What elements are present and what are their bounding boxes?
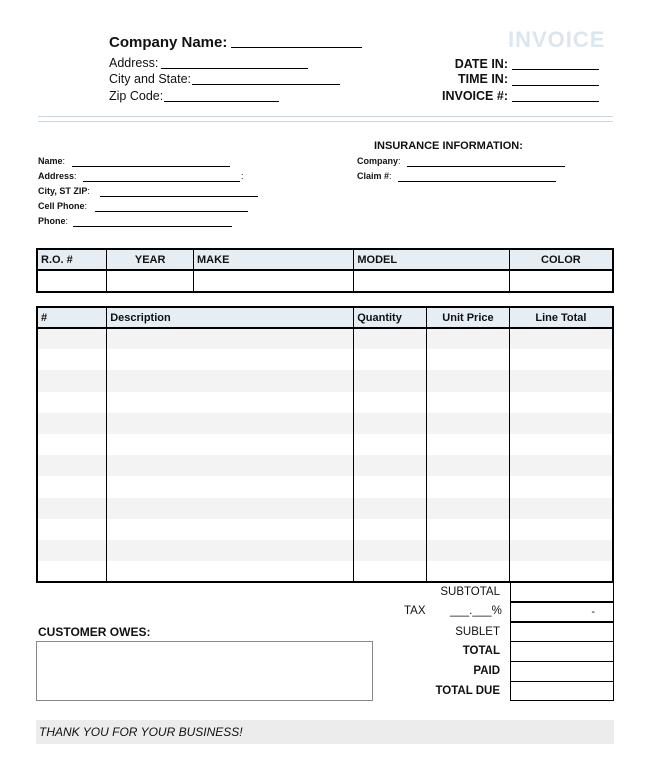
description-cell[interactable]	[107, 349, 354, 370]
unit-price-cell[interactable]	[427, 455, 510, 476]
unit-price-cell[interactable]	[427, 349, 510, 370]
line-total-cell[interactable]	[509, 455, 613, 476]
claim-number-label: Claim #:	[357, 171, 392, 181]
description-cell[interactable]	[107, 455, 354, 476]
table-row	[37, 328, 613, 349]
insurance-company-field[interactable]	[407, 166, 565, 167]
description-cell[interactable]	[107, 392, 354, 413]
unit-price-cell[interactable]	[427, 328, 510, 349]
quantity-cell[interactable]	[354, 476, 427, 497]
item-number-cell[interactable]	[37, 328, 107, 349]
zip-label: Zip Code:	[109, 89, 164, 103]
claim-number-field[interactable]	[398, 181, 556, 182]
year-header: YEAR	[107, 249, 194, 270]
time-in-field[interactable]	[512, 85, 599, 86]
line-total-cell[interactable]	[509, 413, 613, 434]
customer-cell-phone-field[interactable]	[95, 211, 248, 212]
ro-number-header: R.O. #	[37, 249, 107, 270]
thank-you-banner: THANK YOU FOR YOUR BUSINESS!	[36, 720, 614, 744]
line-total-cell[interactable]	[509, 392, 613, 413]
item-number-cell[interactable]	[37, 476, 107, 497]
item-number-cell[interactable]	[37, 540, 107, 561]
quantity-cell[interactable]	[354, 328, 427, 349]
color-header: COLOR	[509, 249, 613, 270]
line-total-cell[interactable]	[509, 349, 613, 370]
table-row	[37, 349, 613, 370]
tax-rate-field[interactable]: ___.___%	[450, 605, 502, 617]
vehicle-table-header	[37, 249, 613, 270]
item-number-header: #	[37, 307, 107, 328]
customer-name-label: Name:	[38, 156, 66, 166]
tax-value: -	[591, 606, 595, 618]
insurance-heading: INSURANCE INFORMATION:	[374, 140, 523, 152]
quantity-cell[interactable]	[354, 455, 427, 476]
company-name-label: Company Name:	[109, 34, 228, 51]
quantity-cell[interactable]	[354, 413, 427, 434]
total-due-label: TOTAL DUE	[435, 685, 500, 697]
item-number-cell[interactable]	[37, 498, 107, 519]
line-total-header: Line Total	[509, 307, 613, 328]
ro-number-cell[interactable]	[37, 270, 107, 292]
city-state-field[interactable]	[192, 84, 340, 85]
unit-price-cell[interactable]	[427, 498, 510, 519]
tax-box[interactable]	[510, 602, 614, 622]
zip-row	[109, 89, 163, 103]
description-cell[interactable]	[107, 413, 354, 434]
unit-price-cell[interactable]	[427, 561, 510, 582]
item-number-cell[interactable]	[37, 413, 107, 434]
vehicle-table-row	[37, 270, 613, 292]
table-row	[37, 455, 613, 476]
quantity-cell[interactable]	[354, 561, 427, 582]
quantity-cell[interactable]	[354, 498, 427, 519]
date-in-label: DATE IN:	[454, 57, 508, 71]
unit-price-cell[interactable]	[427, 434, 510, 455]
customer-cell-phone-label: Cell Phone:	[38, 201, 88, 211]
customer-owes-box[interactable]	[36, 641, 373, 701]
invoice-number-label: INVOICE #:	[442, 89, 508, 103]
quantity-cell[interactable]	[354, 519, 427, 540]
line-total-cell[interactable]	[509, 328, 613, 349]
item-number-cell[interactable]	[37, 455, 107, 476]
item-number-cell[interactable]	[37, 561, 107, 582]
address-colon: :	[241, 171, 244, 181]
table-row	[37, 498, 613, 519]
line-total-cell[interactable]	[509, 540, 613, 561]
unit-price-cell[interactable]	[427, 392, 510, 413]
table-row	[37, 413, 613, 434]
sublet-label: SUBLET	[455, 626, 500, 638]
unit-price-cell[interactable]	[427, 519, 510, 540]
quantity-header: Quantity	[354, 307, 427, 328]
line-items-header	[37, 307, 613, 328]
paid-box[interactable]	[510, 662, 614, 682]
table-row	[37, 540, 613, 561]
date-in-field[interactable]	[512, 69, 599, 70]
table-row	[37, 561, 613, 582]
description-cell[interactable]	[107, 519, 354, 540]
customer-owes-label: CUSTOMER OWES:	[38, 625, 151, 639]
customer-address-field[interactable]	[83, 181, 240, 182]
color-cell[interactable]	[509, 270, 613, 292]
customer-phone-field[interactable]	[73, 226, 232, 227]
description-cell[interactable]	[107, 540, 354, 561]
year-cell[interactable]	[107, 270, 194, 292]
quantity-cell[interactable]	[354, 349, 427, 370]
unit-price-cell[interactable]	[427, 540, 510, 561]
table-row	[37, 476, 613, 497]
line-total-cell[interactable]	[509, 561, 613, 582]
subtotal-label: SUBTOTAL	[440, 586, 500, 598]
description-cell[interactable]	[107, 370, 354, 391]
city-state-label: City and State:	[109, 72, 191, 86]
customer-phone-label: Phone:	[38, 216, 69, 226]
address-row	[109, 56, 158, 70]
paid-label: PAID	[473, 665, 500, 677]
description-cell[interactable]	[107, 434, 354, 455]
quantity-cell[interactable]	[354, 392, 427, 413]
item-number-cell[interactable]	[37, 392, 107, 413]
invoice-title: INVOICE	[508, 27, 606, 52]
make-header: MAKE	[194, 249, 354, 270]
unit-price-cell[interactable]	[427, 476, 510, 497]
zip-field[interactable]	[164, 101, 279, 102]
description-cell[interactable]	[107, 476, 354, 497]
description-cell[interactable]	[107, 561, 354, 582]
line-total-cell[interactable]	[509, 434, 613, 455]
table-row	[37, 392, 613, 413]
insurance-company-label: Company:	[357, 156, 401, 166]
customer-name-field[interactable]	[72, 166, 230, 167]
unit-price-header: Unit Price	[427, 307, 510, 328]
quantity-cell[interactable]	[354, 370, 427, 391]
line-total-cell[interactable]	[509, 498, 613, 519]
unit-price-cell[interactable]	[427, 370, 510, 391]
line-total-cell[interactable]	[509, 476, 613, 497]
city-state-row	[109, 72, 191, 86]
address-label: Address:	[109, 56, 159, 70]
header-divider	[38, 116, 613, 122]
line-items-table	[36, 306, 614, 583]
model-cell[interactable]	[354, 270, 509, 292]
unit-price-cell[interactable]	[427, 413, 510, 434]
customer-city-zip-label: City, ST ZIP:	[38, 186, 90, 196]
company-name-field[interactable]	[231, 47, 362, 48]
customer-address-label: Address:	[38, 171, 77, 181]
description-header: Description	[107, 307, 354, 328]
subtotal-box[interactable]	[510, 581, 614, 602]
total-due-box[interactable]	[510, 681, 614, 701]
time-in-label: TIME IN:	[458, 72, 508, 86]
address-field[interactable]	[161, 68, 308, 69]
model-header: MODEL	[354, 249, 509, 270]
sublet-box[interactable]	[510, 622, 614, 642]
table-row	[37, 519, 613, 540]
make-cell[interactable]	[194, 270, 354, 292]
table-row	[37, 434, 613, 455]
line-total-cell[interactable]	[509, 519, 613, 540]
quantity-cell[interactable]	[354, 540, 427, 561]
description-cell[interactable]	[107, 328, 354, 349]
table-row	[37, 370, 613, 391]
total-box[interactable]	[510, 642, 614, 662]
total-label: TOTAL	[462, 645, 500, 657]
item-number-cell[interactable]	[37, 434, 107, 455]
description-cell[interactable]	[107, 498, 354, 519]
line-total-cell[interactable]	[509, 370, 613, 391]
vehicle-table	[36, 248, 614, 293]
tax-label: TAX	[404, 605, 426, 617]
invoice-number-field[interactable]	[512, 101, 599, 102]
item-number-cell[interactable]	[37, 519, 107, 540]
customer-city-zip-field[interactable]	[100, 196, 258, 197]
item-number-cell[interactable]	[37, 370, 107, 391]
quantity-cell[interactable]	[354, 434, 427, 455]
item-number-cell[interactable]	[37, 349, 107, 370]
